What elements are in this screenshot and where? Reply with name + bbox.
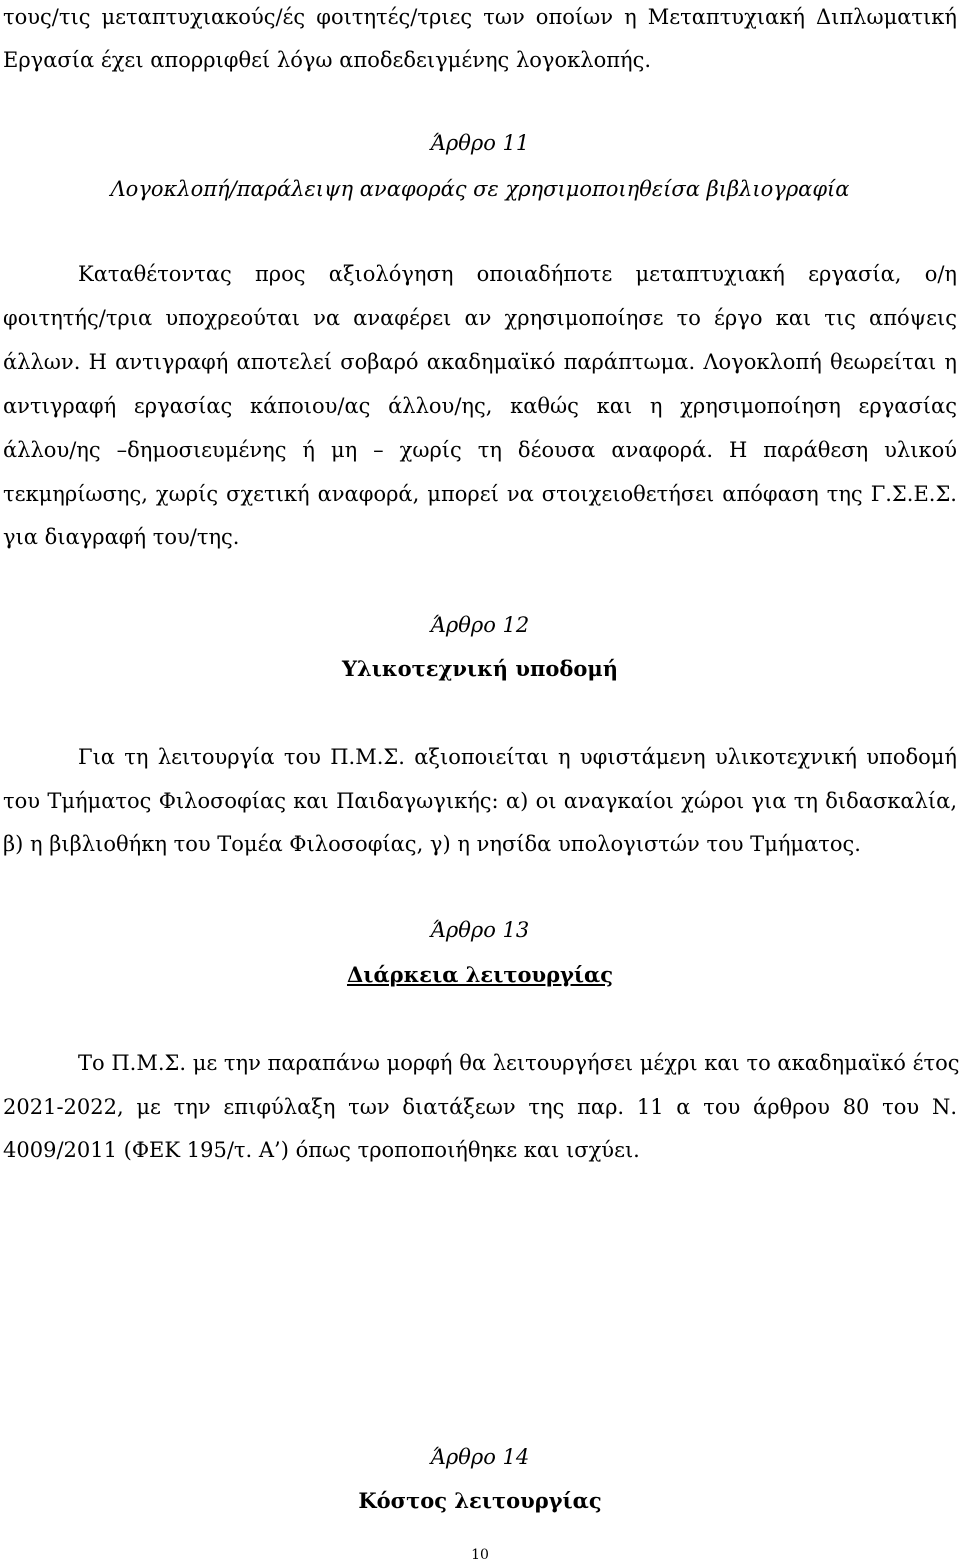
page-number: 10 [471,1547,489,1563]
article-11-line-4: αντιγραφή εργασίας κάποιου/ας άλλου/ης, καθώς και η χρησιμοποίηση εργασίας [3,394,957,418]
article-12-line-2: του Τμήματος Φιλοσοφίας και Παιδαγωγικής: α) οι αναγκαίοι χώροι για τη διδασκαλία, [3,789,957,813]
article-13-line-1: Το Π.Μ.Σ. με την παραπάνω μορφή θα λειτουργήσει μέχρι και το ακαδημαϊκό έτος [78,1051,960,1075]
article-11-line-2: φοιτητής/τρια υποχρεούται να αναφέρει αν χρησιμοποίησε το έργο και τις απόψεις [3,306,957,330]
article-14-number: Άρθρο 14 [430,1445,530,1469]
article-14-title: Κόστος λειτουργίας [358,1488,602,1513]
article-12-line-3: β) η βιβλιοθήκη του Τομέα Φιλοσοφίας, γ) η νησίδα υπολογιστών του Τμήματος. [3,832,861,856]
article-13-number: Άρθρο 13 [430,918,530,942]
article-13-title: Διάρκεια λειτουργίας [346,962,614,987]
article-12-number: Άρθρο 12 [430,613,530,637]
article-11-line-1: Καταθέτοντας προς αξιολόγηση οποιαδήποτε μεταπτυχιακή εργασία, ο/η [78,262,957,286]
article-11-line-3: άλλων. Η αντιγραφή αποτελεί σοβαρό ακαδημαϊκό παράπτωμα. Λογοκλοπή θεωρείται η [3,350,957,374]
article-13-line-3: 4009/2011 (ΦΕΚ 195/τ. Α’) όπως τροποποιήθηκε και ισχύει. [3,1138,640,1162]
article-11-line-7: για διαγραφή του/της. [3,525,240,549]
article-12-title: Υλικοτεχνική υποδομή [342,656,618,681]
article-13-line-2: 2021-2022, με την επιφύλαξη των διατάξεων της παρ. 11 α του άρθρου 80 του Ν. [3,1095,957,1119]
intro-line-2: Εργασία έχει απορριφθεί λόγω αποδεδειγμένης λογοκλοπής. [3,48,652,72]
article-11-line-5: άλλου/ης –δημοσιευμένης ή μη – χωρίς τη δέουσα αναφορά. Η παράθεση υλικού [3,438,957,462]
article-11-title: Λογοκλοπή/παράλειψη αναφοράς σε χρησιμοποιηθείσα βιβλιογραφία [110,177,850,201]
article-11-line-6: τεκμηρίωσης, χωρίς σχετική αναφορά, μπορεί να στοιχειοθετήσει απόφαση της Γ.Σ.Ε.Σ. [3,482,957,506]
intro-line-1: τους/τις μεταπτυχιακούς/ές φοιτητές/τριες των οποίων η Μεταπτυχιακή Διπλωματική [3,5,957,29]
article-11-number: Άρθρο 11 [430,131,530,155]
article-12-line-1: Για τη λειτουργία του Π.Μ.Σ. αξιοποιείται η υφιστάμενη υλικοτεχνική υποδομή [78,745,957,769]
